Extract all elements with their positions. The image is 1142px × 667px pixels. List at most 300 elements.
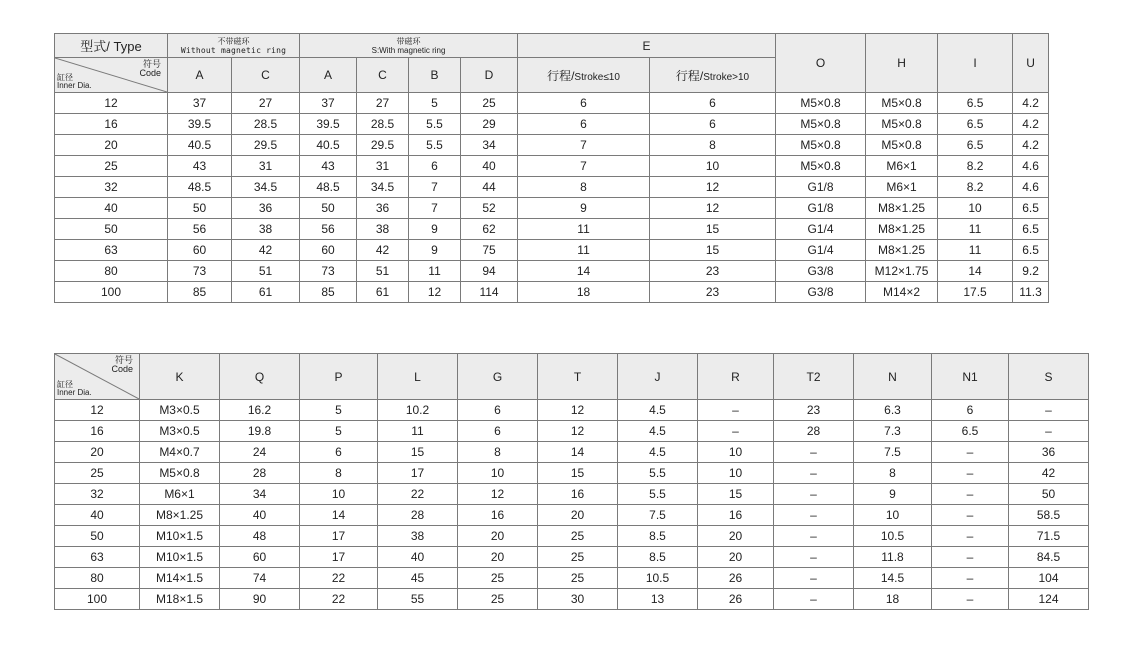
table-cell: 8.5 [618,547,698,568]
table-cell: – [932,526,1009,547]
table-cell: 4.6 [1013,156,1049,177]
table-cell: M18×1.5 [140,589,220,610]
table-cell: G1/8 [776,198,866,219]
table-cell: M5×0.8 [140,463,220,484]
table-cell: M12×1.75 [866,261,938,282]
table-row [55,282,1049,303]
table-cell: 60 [220,547,300,568]
table-cell: 20 [698,547,774,568]
table-cell: – [932,463,1009,484]
table-cell: 28 [774,421,854,442]
table-2-body [55,400,1089,610]
table-cell: 124 [1009,589,1089,610]
table-cell: 8 [300,463,378,484]
sub-header-a: A [168,58,232,93]
table-cell: 17 [300,526,378,547]
table-cell: 12 [650,177,776,198]
table-cell: M6×1 [866,156,938,177]
table-cell: 14 [518,261,650,282]
table-cell: 16.2 [220,400,300,421]
table-cell: 42 [1009,463,1089,484]
table-cell: 55 [378,589,458,610]
table-row [55,442,1089,463]
table-cell: 11 [518,219,650,240]
table-cell: 11 [938,240,1013,261]
table-cell: 36 [357,198,409,219]
table-cell: 22 [300,589,378,610]
table-cell: – [932,568,1009,589]
col-o-header: O [776,34,866,93]
stroke-le-header: 行程/Stroke≤10 [518,58,650,93]
table-row [55,114,1049,135]
table-cell: M3×0.5 [140,421,220,442]
table-cell: 16 [458,505,538,526]
table-cell: 15 [378,442,458,463]
table-cell: 20 [458,526,538,547]
table-cell: 51 [357,261,409,282]
table-cell: 12 [55,400,140,421]
table-cell: 7.5 [618,505,698,526]
table-cell: 18 [854,589,932,610]
table-cell: M5×0.8 [776,156,866,177]
table-cell: 25 [55,463,140,484]
table-cell: 14 [300,505,378,526]
table-cell: 50 [300,198,357,219]
table-cell: 7 [518,156,650,177]
table-cell: 5.5 [618,463,698,484]
table-cell: – [774,442,854,463]
table-cell: 4.2 [1013,93,1049,114]
group-e-header: E [518,34,776,58]
corner-cell [55,354,140,400]
table-cell: 6.5 [938,135,1013,156]
table-cell: 15 [538,463,618,484]
table-cell: 5 [300,400,378,421]
stroke-gt-header: 行程/Stroke>10 [650,58,776,93]
table-cell: 5.5 [618,484,698,505]
sub-header-d: D [461,58,518,93]
table-cell: 40.5 [300,135,357,156]
table-cell: M10×1.5 [140,526,220,547]
table-cell: 48.5 [168,177,232,198]
sub-header-b: B [409,58,461,93]
table-cell: 6 [650,114,776,135]
table-cell: 44 [461,177,518,198]
table-cell: 5.5 [409,114,461,135]
col-h-header: H [866,34,938,93]
table-cell: – [698,421,774,442]
table-cell: 23 [650,282,776,303]
table-cell: 6 [518,114,650,135]
table-row [55,219,1049,240]
table-cell: 85 [300,282,357,303]
table-cell: 28.5 [232,114,300,135]
table-cell: 28 [378,505,458,526]
table-cell: 39.5 [168,114,232,135]
corner-dia: 缸径 Inner Dia. [57,380,92,397]
table-cell: 12 [650,198,776,219]
table-cell: 5.5 [409,135,461,156]
table-cell: M6×1 [140,484,220,505]
table-cell: M14×2 [866,282,938,303]
table-cell: 17 [378,463,458,484]
table-cell: – [1009,421,1089,442]
table-cell: – [774,484,854,505]
table-cell: 38 [357,219,409,240]
table-cell: 19.8 [220,421,300,442]
table-cell: 63 [55,547,140,568]
corner-code: 符号 Code [111,355,133,374]
table-cell: 31 [232,156,300,177]
table-cell: 25 [458,589,538,610]
col-s-header: S [1009,354,1089,400]
table-cell: 14.5 [854,568,932,589]
table-cell: 71.5 [1009,526,1089,547]
table-cell: 11.3 [1013,282,1049,303]
table-cell: 34 [220,484,300,505]
table-cell: 12 [55,93,168,114]
table-cell: 34.5 [232,177,300,198]
table-cell: 9 [854,484,932,505]
table-cell: 6 [409,156,461,177]
group-without-en: Without magnetic ring [180,45,287,55]
table-cell: 24 [220,442,300,463]
table-cell: – [932,505,1009,526]
col-p-header: P [300,354,378,400]
table-cell: G1/4 [776,240,866,261]
table-cell: 34.5 [357,177,409,198]
table-cell: 50 [55,219,168,240]
table-cell: 43 [300,156,357,177]
table-cell: 45 [378,568,458,589]
table-cell: 40 [220,505,300,526]
col-t2-header: T2 [774,354,854,400]
table-cell: 23 [650,261,776,282]
table-cell: 15 [698,484,774,505]
dimension-table-1 [54,33,1049,303]
table-cell: – [932,442,1009,463]
table-cell: 6.5 [938,93,1013,114]
table-row [55,93,1049,114]
table-cell: 12 [538,400,618,421]
table-cell: – [774,568,854,589]
table-cell: 90 [220,589,300,610]
table-row [55,261,1049,282]
table-cell: 100 [55,589,140,610]
col-i-header: I [938,34,1013,93]
table-cell: 20 [538,505,618,526]
table-cell: 8.2 [938,156,1013,177]
table-cell: 28.5 [357,114,409,135]
table-row [55,547,1089,568]
table-cell: 60 [168,240,232,261]
table-cell: 8 [854,463,932,484]
table-cell: 40 [378,547,458,568]
table-cell: 26 [698,568,774,589]
table-cell: 7 [409,177,461,198]
table-cell: 62 [461,219,518,240]
table-cell: 52 [461,198,518,219]
table-cell: 75 [461,240,518,261]
table-cell: 6 [458,421,538,442]
table-cell: – [774,589,854,610]
table-cell: M14×1.5 [140,568,220,589]
table-cell: 26 [698,589,774,610]
table-cell: 16 [698,505,774,526]
table-cell: 4.2 [1013,135,1049,156]
table-cell: 5 [409,93,461,114]
table-cell: 18 [518,282,650,303]
table-cell: G3/8 [776,282,866,303]
table-cell: 11 [409,261,461,282]
table-cell: 6 [650,93,776,114]
table-cell: 25 [538,547,618,568]
table-cell: 7 [409,198,461,219]
table-cell: 10 [698,442,774,463]
table-cell: 8 [458,442,538,463]
table-cell: 40 [55,505,140,526]
col-r-header: R [698,354,774,400]
table-cell: – [774,547,854,568]
table-cell: 85 [168,282,232,303]
table-cell: 16 [538,484,618,505]
table-cell: 28 [220,463,300,484]
table-cell: 100 [55,282,168,303]
type-header: 型式/ Type [55,34,168,58]
col-t-header: T [538,354,618,400]
table-cell: 36 [1009,442,1089,463]
table-cell: M5×0.8 [776,135,866,156]
table-cell: 25 [461,93,518,114]
table-cell: 25 [538,568,618,589]
table-cell: 17.5 [938,282,1013,303]
table-cell: – [1009,400,1089,421]
table-cell: 6 [932,400,1009,421]
table-cell: 12 [409,282,461,303]
table-cell: 80 [55,568,140,589]
col-u-header: U [1013,34,1049,93]
table-cell: 74 [220,568,300,589]
table-cell: 25 [458,568,538,589]
table-cell: 4.5 [618,421,698,442]
table-cell: 9.2 [1013,261,1049,282]
table-cell: 50 [168,198,232,219]
table-cell: 94 [461,261,518,282]
table-row [55,198,1049,219]
table-cell: 61 [357,282,409,303]
table-cell: 43 [168,156,232,177]
table-cell: 9 [518,198,650,219]
corner-cell [55,58,168,93]
table-cell: – [932,484,1009,505]
table-cell: 6 [458,400,538,421]
table-cell: 29.5 [357,135,409,156]
table-cell: 29 [461,114,518,135]
table-cell: 16 [55,421,140,442]
col-l-header: L [378,354,458,400]
table-cell: 29.5 [232,135,300,156]
table-cell: 10 [698,463,774,484]
table-cell: M5×0.8 [866,135,938,156]
table-cell: – [774,463,854,484]
table-cell: 27 [232,93,300,114]
table-row [55,156,1049,177]
table-cell: 38 [378,526,458,547]
table-cell: 13 [618,589,698,610]
table-cell: G1/8 [776,177,866,198]
table-cell: 10 [458,463,538,484]
table-cell: M3×0.5 [140,400,220,421]
table-cell: – [774,505,854,526]
sub-header-a: A [300,58,357,93]
col-n1-header: N1 [932,354,1009,400]
table-cell: 50 [55,526,140,547]
table-row [55,568,1089,589]
table-cell: M10×1.5 [140,547,220,568]
table-cell: 40 [461,156,518,177]
table-1-body [55,93,1049,303]
table-cell: 31 [357,156,409,177]
group-with-cn: 带磁环 [396,36,421,46]
table-cell: 58.5 [1009,505,1089,526]
table-cell: 73 [168,261,232,282]
table-cell: – [698,400,774,421]
table-cell: 25 [538,526,618,547]
table-cell: 22 [300,568,378,589]
table-cell: 11.8 [854,547,932,568]
table-cell: 37 [168,93,232,114]
table-cell: M5×0.8 [776,114,866,135]
table-row [55,505,1089,526]
table-cell: 4.2 [1013,114,1049,135]
table-cell: 15 [650,219,776,240]
table-cell: 6.5 [1013,240,1049,261]
table-cell: 4.5 [618,400,698,421]
col-g-header: G [458,354,538,400]
table-cell: M8×1.25 [866,198,938,219]
table-row [55,484,1089,505]
table-cell: 10 [854,505,932,526]
table-row [55,421,1089,442]
table-cell: – [932,589,1009,610]
table-cell: 10.5 [618,568,698,589]
group-without-magnet [168,34,300,58]
table-cell: 12 [538,421,618,442]
group-with-magnet [300,34,518,58]
table-cell: M6×1 [866,177,938,198]
table-cell: 4.5 [618,442,698,463]
table-cell: 32 [55,484,140,505]
table-cell: 11 [378,421,458,442]
table-cell: 14 [538,442,618,463]
table-cell: 10.2 [378,400,458,421]
table-cell: M8×1.25 [140,505,220,526]
table-cell: 80 [55,261,168,282]
table-cell: M5×0.8 [776,93,866,114]
table-cell: 50 [1009,484,1089,505]
table-cell: 42 [232,240,300,261]
table-cell: 36 [232,198,300,219]
table-cell: 9 [409,240,461,261]
corner-dia: 缸径 Inner Dia. [57,73,92,90]
table-cell: 10 [300,484,378,505]
table-cell: 104 [1009,568,1089,589]
table-cell: – [774,526,854,547]
table-cell: 8.2 [938,177,1013,198]
table-cell: 16 [55,114,168,135]
table-cell: 56 [300,219,357,240]
table-cell: 22 [378,484,458,505]
table-cell: 20 [698,526,774,547]
table-cell: 61 [232,282,300,303]
table-cell: 11 [518,240,650,261]
group-without-cn: 不带磁环 [217,36,250,46]
table-cell: 60 [300,240,357,261]
table-cell: 7 [518,135,650,156]
table-cell: 6 [518,93,650,114]
table-cell: 27 [357,93,409,114]
table-cell: 8.5 [618,526,698,547]
table-cell: M8×1.25 [866,219,938,240]
table-cell: 11 [938,219,1013,240]
table-cell: 63 [55,240,168,261]
table-row [55,463,1089,484]
table-cell: 6.5 [1013,219,1049,240]
table-cell: 10 [650,156,776,177]
table-cell: 32 [55,177,168,198]
table-cell: 17 [300,547,378,568]
table-cell: – [932,547,1009,568]
col-q-header: Q [220,354,300,400]
table-cell: 4.6 [1013,177,1049,198]
corner-code: 符号 Code [139,59,161,78]
table-cell: 6.5 [938,114,1013,135]
table-cell: 20 [55,135,168,156]
col-n-header: N [854,354,932,400]
group-with-en: S:With magnetic ring [371,45,446,55]
table-cell: 34 [461,135,518,156]
table-cell: 37 [300,93,357,114]
table-cell: 9 [409,219,461,240]
table-cell: 23 [774,400,854,421]
table-row [55,240,1049,261]
table-cell: 7.3 [854,421,932,442]
table-cell: G3/8 [776,261,866,282]
table-cell: M5×0.8 [866,114,938,135]
table-cell: M8×1.25 [866,240,938,261]
table-cell: 20 [458,547,538,568]
sub-header-c: C [232,58,300,93]
table-cell: 48.5 [300,177,357,198]
table-cell: 10 [938,198,1013,219]
table-cell: 30 [538,589,618,610]
table-cell: 7.5 [854,442,932,463]
table-cell: 8 [518,177,650,198]
table-cell: 48 [220,526,300,547]
table-cell: 12 [458,484,538,505]
table-cell: 6.5 [1013,198,1049,219]
table-row [55,526,1089,547]
table-cell: 5 [300,421,378,442]
table-cell: 25 [55,156,168,177]
table-cell: 6.3 [854,400,932,421]
table-cell: 20 [55,442,140,463]
table-cell: 51 [232,261,300,282]
table-row [55,177,1049,198]
col-k-header: K [140,354,220,400]
table-cell: M4×0.7 [140,442,220,463]
table-cell: 14 [938,261,1013,282]
